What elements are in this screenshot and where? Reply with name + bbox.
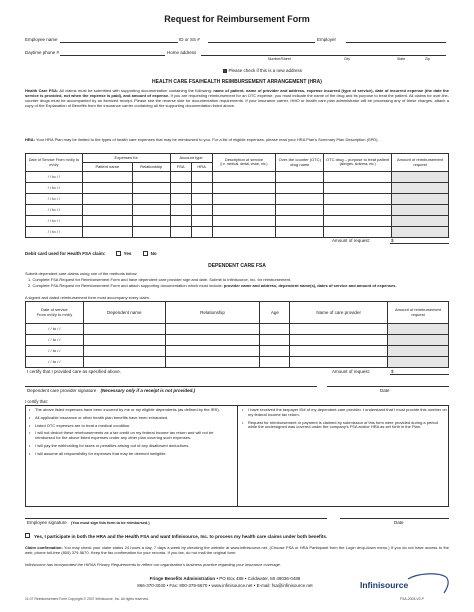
debit-card-row xyxy=(25,251,157,256)
employee-signature-row xyxy=(27,520,150,526)
employee-date-label: Date xyxy=(394,520,404,525)
hra-date-cell[interactable]: / / to / / xyxy=(26,194,83,205)
sub-zip: Zip xyxy=(425,57,430,61)
dc-col-age: Age xyxy=(260,302,290,324)
table-row[interactable] xyxy=(26,346,449,357)
hra-expense-table xyxy=(25,153,449,238)
dc-heading: DEPENDENT CARE FSA xyxy=(208,263,266,269)
table-row[interactable] xyxy=(26,172,449,183)
dc-col-relationship: Relationship xyxy=(165,302,260,324)
employee-signature-field[interactable] xyxy=(25,518,327,519)
table-row[interactable] xyxy=(26,194,449,205)
provider-date-label: Date xyxy=(380,388,390,393)
provider-signature-row xyxy=(27,388,195,393)
footer-contact: 866-370-3040 • Fax: 800-379-5670 • www.infinisource.net • E-mail: fsa@infinisource.net xyxy=(137,583,313,588)
hra-col-account-type: Account type xyxy=(170,154,212,163)
logo-text: Infinisource xyxy=(360,580,409,590)
certify-item xyxy=(27,444,234,449)
phone-label: Daytime phone # xyxy=(25,50,60,55)
certify-right-list xyxy=(240,408,447,433)
certify-item xyxy=(27,431,234,441)
dc-item-1: 1. Complete FSA Request for Reimbursement Form and have dependent care provider sign and date. Submit to Infinisource, Inc. for reimbursement. xyxy=(28,277,292,282)
hra-lead: HRA: xyxy=(25,137,35,142)
provider-signature-note: (Necessary only if a receipt is not provided.) xyxy=(100,388,196,393)
footer-company: Fringe Benefits Administration xyxy=(149,576,216,581)
hra-col-otc-purpose-label: OTC drug – purpose to treat patient xyxy=(326,156,390,162)
certify-item-text: Listed OTC expenses are to treat a medical condition. xyxy=(35,422,131,428)
employer-label: Employer xyxy=(317,37,337,42)
hra-paragraph xyxy=(25,88,449,108)
hra-col-otc-purpose-sub: (allergies, sickness, etc.) xyxy=(339,162,376,167)
certify-item-text: All applicable insurance or other health plan benefits have been exhausted. xyxy=(35,414,169,420)
dc-date-cell[interactable]: / / to / / xyxy=(26,335,84,346)
hra-dollar-sign: $ xyxy=(391,238,394,243)
certify-item xyxy=(27,452,234,457)
new-address-checkbox[interactable] xyxy=(223,69,227,73)
dc-item-2-bold: provider name and address, dependent name(s), dates of service and amount of expenses. xyxy=(223,283,397,288)
hra-heading: HEALTH CARE FSA/HEALTH REIMBURSEMENT ARRANGEMENT (HRA) xyxy=(152,79,322,85)
dc-intro: Submit dependent care claims using one of the methods below: xyxy=(25,271,138,276)
claim-confirmation xyxy=(25,545,449,555)
claim-confirm-text: You may check your claim status 24 hours a day, 7 days a week by checking the website at www.infinisource.net. (Choose FSA or HRA Participant from the Login drop-down menu.) If you do not have access to the web, phone toll-free (800) 379-5670. Keep the fax confirmation for your records. If you fax, do not mail the original form. xyxy=(25,545,450,555)
participation-text: Yes, I participate in both the HRA and the Health FSA and want Infinisource, Inc. to process my health care claims under both benefits. xyxy=(34,534,328,539)
employee-signature-label: Employee signature xyxy=(27,520,67,525)
hfsa-lead: Health Care FSA: xyxy=(25,88,59,93)
table-row[interactable] xyxy=(26,335,449,346)
certify-item xyxy=(27,416,234,421)
hra-col-expenses-for: Expenses for xyxy=(82,154,170,163)
form-title: Request for Reimbursement Form xyxy=(164,14,310,24)
hra-col-fsa: FSA xyxy=(170,163,191,172)
hra-date-cell[interactable]: / / to / / xyxy=(26,183,83,194)
provider-signature-field[interactable] xyxy=(25,386,317,387)
participation-checkbox[interactable] xyxy=(25,533,30,538)
hra-col-amount: Amount of reimbursement request xyxy=(392,154,449,172)
dc-expense-table xyxy=(25,301,449,368)
copyright-text: 11-07 Reimbursement Form Copyright © 2007 Infinisource, Inc. All rights reserved. xyxy=(25,597,149,601)
hra-date-cell[interactable]: / / to / / xyxy=(26,172,83,183)
hra-date-cell[interactable]: / / to / / xyxy=(26,205,83,216)
hra-date-cell[interactable]: / / to / / xyxy=(26,216,83,227)
hra-amount-request-label: Amount of request: xyxy=(332,238,371,243)
certify-item-text: I will not deduct these reimbursements as a tax credit on my federal income tax return and will not be reimbursed for the above listed expenses under any other plan covering such expenses. xyxy=(35,430,214,441)
provider-signature-label: Dependent care provider signature xyxy=(27,388,97,393)
certify-item-text: The above listed expenses have been incurred by me or my eligible dependents (as defined by the IRS). xyxy=(35,407,220,412)
table-row[interactable] xyxy=(26,183,449,194)
table-row[interactable] xyxy=(26,357,449,368)
sub-state: State xyxy=(397,57,406,61)
certify-item-text: Request for reimbursement or payment is claimed by submission of this form were provided during a period while the undersigned was covered under the company's FSA and/or HRA as set forth in the Plan. xyxy=(248,419,438,430)
dc-col-amount: Amount of reimbursement request xyxy=(388,302,449,324)
employer-field[interactable] xyxy=(346,42,446,43)
certify-bullet-icon: • xyxy=(29,430,31,436)
debit-card-label: Debit card used for Health FSA claim: xyxy=(25,251,106,256)
dc-col-date-label: Date of service xyxy=(41,306,68,312)
debit-no-label: No xyxy=(150,251,157,256)
dc-col-date xyxy=(26,302,84,324)
certify-item-text: I will assume all responsibility for expenses that may be deemed ineligible. xyxy=(35,450,167,456)
new-address-label: Please check if this is a new address xyxy=(228,68,303,73)
hra-col-description-sub: (i.e. medical, dental, vision, etc.) xyxy=(220,162,268,167)
table-row[interactable] xyxy=(26,227,449,238)
hra-amount-request-field[interactable] xyxy=(390,243,449,244)
hra-col-patient: Patient name xyxy=(82,163,132,172)
form-id: FSA-2004-V2-P xyxy=(400,597,424,601)
dc-amount-request-field[interactable] xyxy=(390,374,449,375)
hra-col-otc-purpose xyxy=(324,154,392,172)
new-address-row xyxy=(223,68,302,73)
hfsa-text-1: All claims must be submitted with supporting documentation containing the following: xyxy=(58,88,214,93)
dc-date-cell[interactable]: / / to / / xyxy=(26,346,84,357)
certify-item xyxy=(27,424,234,429)
footer-address: • PO Box 488 • Coldwater, MI 49036-0488 xyxy=(216,576,301,581)
sub-street: Number/Street xyxy=(268,57,291,61)
dc-col-provider: Name of care provider xyxy=(290,302,388,324)
table-row[interactable] xyxy=(26,205,449,216)
certify-item xyxy=(27,408,234,413)
footer-company-row xyxy=(100,576,350,581)
claim-confirm-lead: Claim confirmation: xyxy=(25,545,63,550)
certify-bullet-icon: • xyxy=(29,442,31,448)
certify-heading: I certify that: xyxy=(25,399,48,404)
certify-bullet-icon: • xyxy=(29,422,31,428)
phone-field[interactable] xyxy=(60,55,165,56)
hfsa-text-2: If you are requesting reimbursement for an OTC expense, you must indicate the name of the drug and its purpose to treat the patient. All claims for over-the-counter drugs must be accompanied by an itemized receipt. Please see the reverse side for documentation requirements. If your insurance carrier, HMO or health care plan administrator will be processing any of these charges, attach a copy of the Explanation of Benefits from the insurance carrier containing all the supporting documentation listed above. xyxy=(25,93,449,108)
hipaa-note: Infinisource has incorporated the HIPAA Privacy Requirements to reflect our organization's business practice regarding your insurance coverage. xyxy=(25,562,282,567)
hra-col-description xyxy=(212,154,276,172)
dc-amount-request-label: Amount of request: xyxy=(332,369,371,374)
certify-item xyxy=(240,408,447,418)
sub-city: City xyxy=(344,57,351,61)
home-address-label: Home address xyxy=(167,50,197,55)
hra-col-hra: HRA xyxy=(191,163,212,172)
certify-bullet-icon: • xyxy=(242,419,244,425)
dc-item-2-text: 2. Complete FSA Request for Reimbursement Form and attach supporting documentation which must include: xyxy=(28,283,224,288)
certify-bullet-icon: • xyxy=(29,450,31,456)
dc-dollar-sign: $ xyxy=(391,369,394,374)
certify-item-text: I will pay the withholding for taxes or penalties arising out of any disallowed deductions. xyxy=(35,442,190,448)
hra-col-otc: Over-the counter (OTC) drug name xyxy=(276,154,324,172)
provider-date-field[interactable] xyxy=(327,386,449,387)
dc-col-dependent: Dependent name xyxy=(83,302,165,324)
employee-date-field[interactable] xyxy=(340,518,449,519)
table-row[interactable] xyxy=(26,216,449,227)
certify-divider xyxy=(237,405,238,507)
employee-name-field[interactable] xyxy=(60,42,178,43)
dc-date-cell[interactable]: / / to / / xyxy=(26,324,84,335)
employee-signature-note: (You must sign this form to be reimbursed.) xyxy=(71,521,150,525)
table-row[interactable] xyxy=(26,324,449,335)
hra-col-description-label: Description of service xyxy=(224,156,264,162)
home-address-field[interactable] xyxy=(201,55,446,56)
hra-date-cell[interactable]: / / to / / xyxy=(26,227,83,238)
dc-item-2 xyxy=(28,283,448,288)
debit-no-checkbox[interactable] xyxy=(143,251,148,256)
dc-date-cell[interactable]: / / to / / xyxy=(26,357,84,368)
id-field[interactable] xyxy=(208,42,315,43)
debit-yes-checkbox[interactable] xyxy=(116,251,121,256)
hra-col-date: Date of Service From m/d/y to m/d/y xyxy=(26,154,83,172)
certify-left-list xyxy=(27,408,234,460)
debit-yes-label: Yes xyxy=(123,251,132,256)
hfsa-text-bold: name of patient, name of provider and address, expense incurred (type of service), date of incurred expense (the date the service is provided, not when the expense is paid), and amount of expense. xyxy=(25,88,449,98)
certify-bullet-icon: • xyxy=(29,414,31,420)
certify-provider-text: I certify that I provided care as specified above. xyxy=(27,369,122,374)
hra-col-relationship: Relationship xyxy=(132,163,170,172)
dc-signed-note: A signed and dated reimbursement form must accompany every claim. xyxy=(25,295,150,300)
employee-name-label: Employee name xyxy=(25,37,58,42)
hra-plan-paragraph xyxy=(25,137,449,142)
dc-col-date-sub: From m/d/y to m/d/y xyxy=(36,311,73,317)
certify-item xyxy=(240,421,447,431)
hra-text: Your HRA Plan may be limited to the types of health care expenses that may be reimbursed to you. For a list of eligible expenses, please read your HRA Plan's Summary Plan Description (SPD). xyxy=(35,137,379,142)
infinisource-logo xyxy=(358,573,450,595)
certify-item-text: I have received the taxpayer ID# of my dependent care provider. I understand that I must provide this number on my federal income tax return. xyxy=(248,407,447,417)
certify-bullet-icon: • xyxy=(242,407,244,412)
certify-bullet-icon: • xyxy=(29,407,31,412)
id-label: ID or SS # xyxy=(179,37,200,42)
